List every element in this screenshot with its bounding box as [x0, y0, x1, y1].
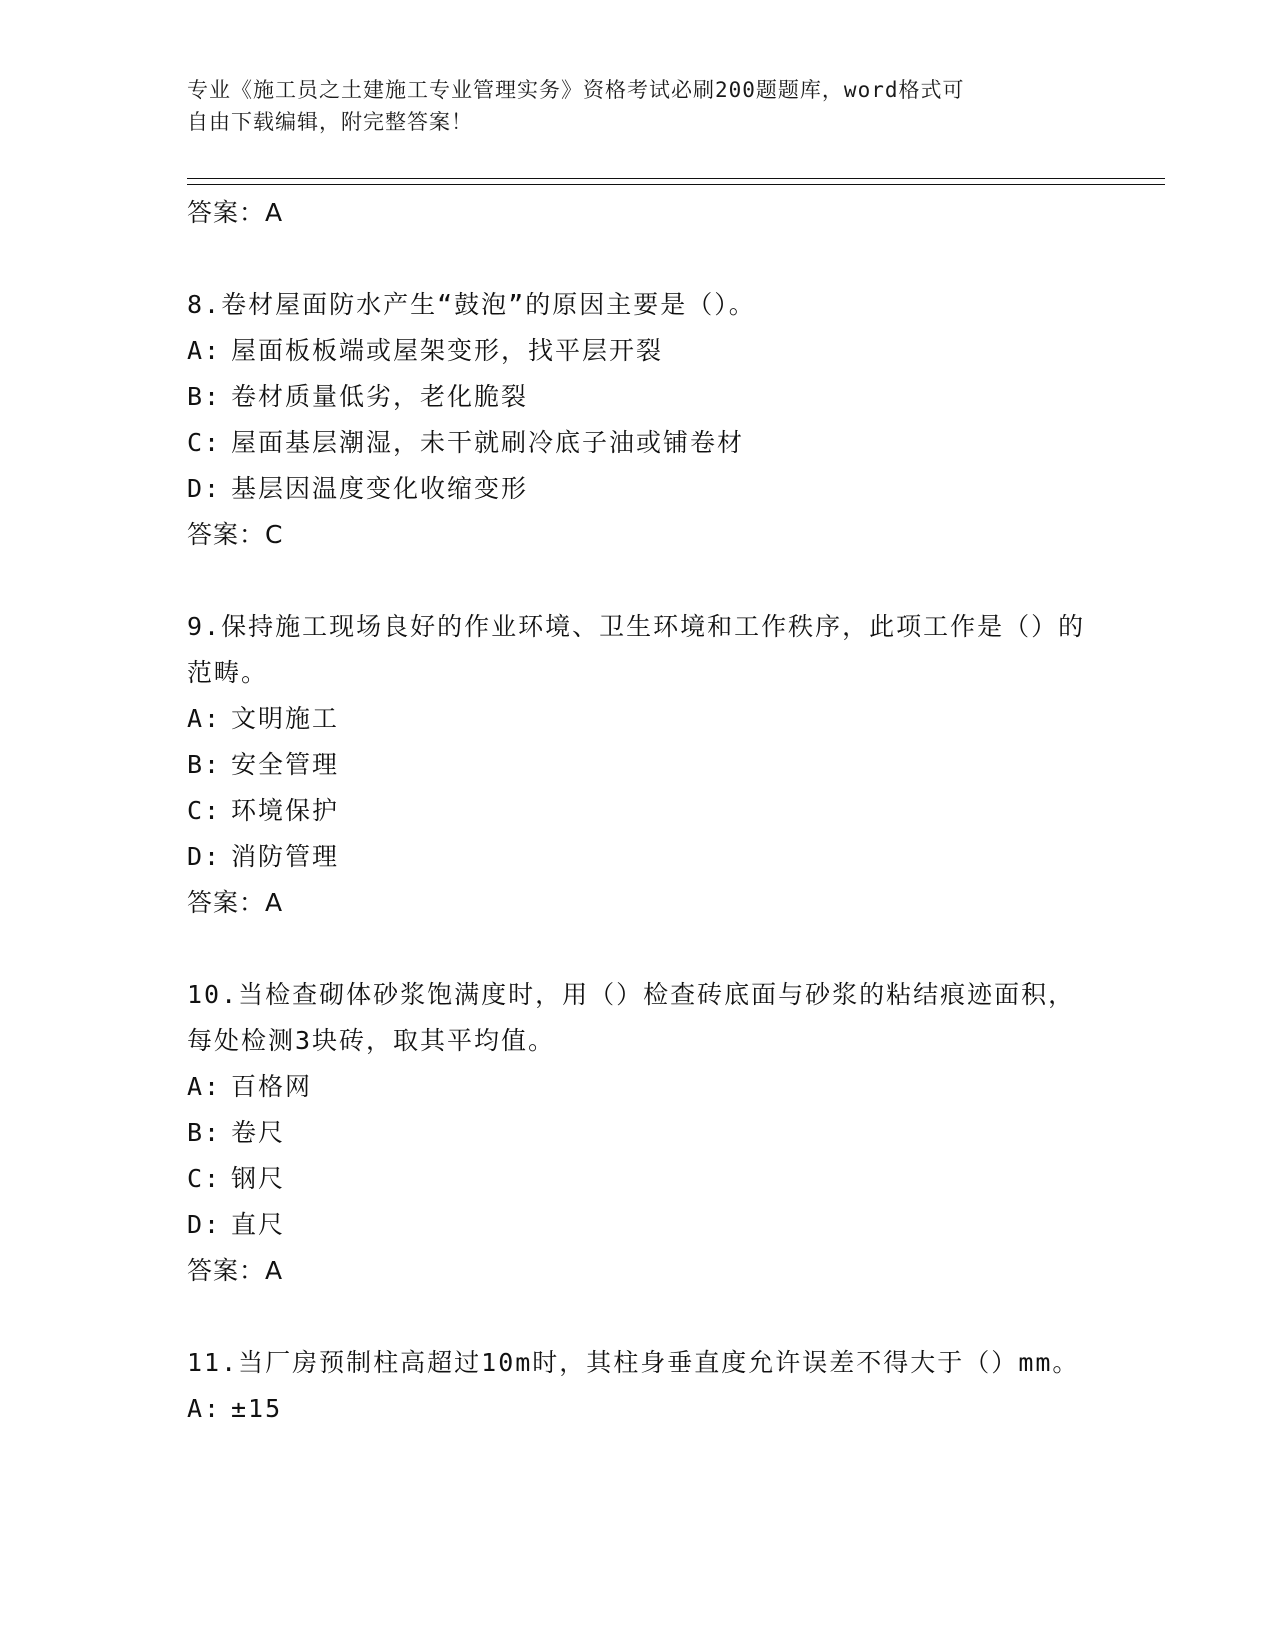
- option-a: [187, 1386, 1087, 1432]
- question-body: 当检查砌体砂浆饱满度时，用（）检查砖底面与砂浆的粘结痕迹面积，每处检测3块砖，取其平均值。: [187, 980, 1076, 1055]
- header-line-2: 自由下载编辑，附完整答案！: [187, 110, 473, 134]
- option-letter: B:: [187, 1118, 222, 1147]
- option-text: 文明施工: [231, 704, 340, 733]
- option-b: [187, 742, 1087, 788]
- option-text: 卷尺: [231, 1118, 286, 1147]
- option-text: ±15: [231, 1394, 283, 1423]
- option-letter: D:: [187, 1210, 222, 1239]
- option-text: 屋面基层潮湿，未干就刷冷底子油或铺卷材: [231, 428, 745, 457]
- option-d: [187, 466, 1087, 512]
- answer-line: 答案：A: [187, 888, 284, 917]
- question-body: 卷材屋面防水产生“鼓泡”的原因主要是（）。: [221, 290, 756, 319]
- header-line-1: 专业《施工员之土建施工专业管理实务》资格考试必刷200题题库，word格式可: [187, 78, 965, 102]
- option-text: 屋面板板端或屋架变形，找平层开裂: [231, 336, 664, 365]
- question-body: 当厂房预制柱高超过10m时，其柱身垂直度允许误差不得大于（）mm。: [238, 1348, 1080, 1377]
- option-letter: D:: [187, 474, 222, 503]
- option-a: [187, 328, 1087, 374]
- question-text: [187, 282, 1087, 328]
- question-block: [187, 972, 1087, 1294]
- question-number: 11.: [187, 1348, 239, 1377]
- previous-answer: 答案：A: [187, 198, 284, 227]
- option-letter: B:: [187, 750, 222, 779]
- option-text: 直尺: [231, 1210, 286, 1239]
- option-b: [187, 1110, 1087, 1156]
- option-letter: D:: [187, 842, 222, 871]
- header-divider-top: [187, 178, 1165, 179]
- option-text: 环境保护: [231, 796, 340, 825]
- option-text: 基层因温度变化收缩变形: [231, 474, 529, 503]
- question-block: [187, 1340, 1087, 1432]
- question-number: 9.: [187, 612, 222, 641]
- option-c: [187, 1156, 1087, 1202]
- option-c: [187, 788, 1087, 834]
- question-text: [187, 604, 1087, 696]
- option-c: [187, 420, 1087, 466]
- option-letter: C:: [187, 1164, 222, 1193]
- option-b: [187, 374, 1087, 420]
- option-letter: A:: [187, 336, 222, 365]
- option-a: [187, 696, 1087, 742]
- answer-line: 答案：A: [187, 1256, 284, 1285]
- question-text: [187, 972, 1087, 1064]
- document-header: [187, 74, 1067, 138]
- option-letter: C:: [187, 428, 222, 457]
- question-body: 保持施工现场良好的作业环境、卫生环境和工作秩序，此项工作是（）的范畴。: [187, 612, 1086, 687]
- answer-line: 答案：C: [187, 520, 284, 549]
- option-a: [187, 1064, 1087, 1110]
- option-text: 安全管理: [231, 750, 340, 779]
- question-list: [187, 190, 1087, 1432]
- option-letter: A:: [187, 1394, 222, 1423]
- option-letter: B:: [187, 382, 222, 411]
- option-text: 卷材质量低劣，老化脆裂: [231, 382, 529, 411]
- question-number: 8.: [187, 290, 222, 319]
- option-text: 钢尺: [231, 1164, 286, 1193]
- option-d: [187, 834, 1087, 880]
- option-d: [187, 1202, 1087, 1248]
- option-text: 百格网: [231, 1072, 313, 1101]
- option-text: 消防管理: [231, 842, 340, 871]
- option-letter: A:: [187, 1072, 222, 1101]
- question-number: 10.: [187, 980, 239, 1009]
- option-letter: C:: [187, 796, 222, 825]
- question-text: [187, 1340, 1087, 1386]
- header-divider-bottom: [187, 184, 1165, 185]
- question-block: [187, 282, 1087, 558]
- option-letter: A:: [187, 704, 222, 733]
- question-block: [187, 604, 1087, 926]
